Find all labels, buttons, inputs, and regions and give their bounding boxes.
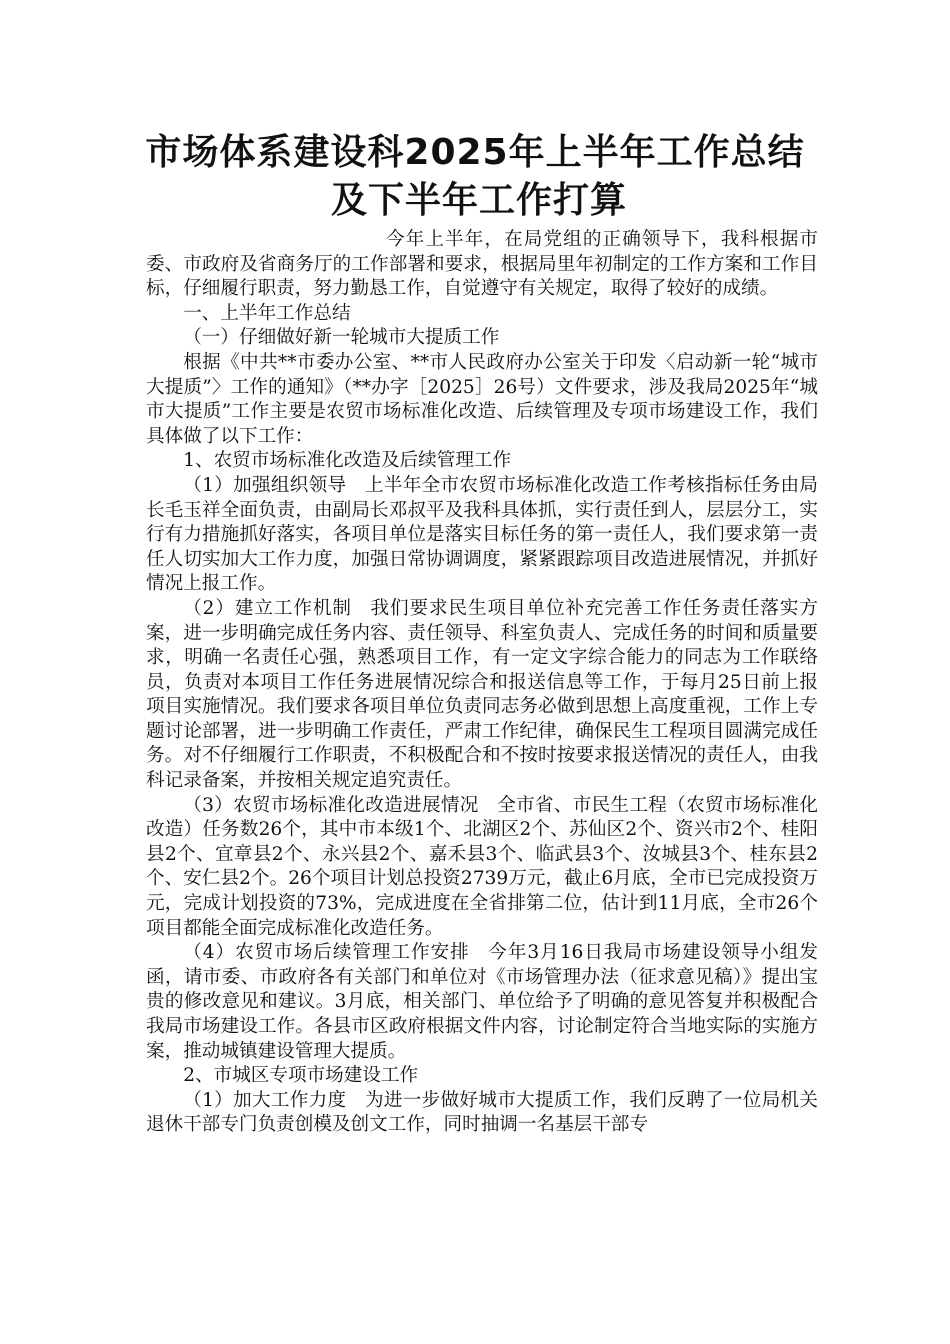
paragraph-text: 上半年全市农贸市场标准化改造工作考核指标任务由局长毛玉祥全面负责，由副局长邓叔平及我科具体抓，实行责任到人，层层分工，实行有力措施抓好落实，各项目单位是落实目标任务的第一责任人，我们要求第一责任人切实加大工作力度，加强日常协调调度，紧紧跟踪项目改造进展情况，并抓好情况上报工作。 — [146, 474, 818, 595]
paragraph-lead: （3）农贸市场标准化改造进展情况 — [183, 794, 479, 816]
document-title-line1: 市场体系建设科2025年上半年工作总结 — [145, 132, 805, 173]
paragraph-text: 全市省、市民生工程（农贸市场标准化改造）任务数26个，其中市本级1个、北湖区2个、苏仙区2个、资兴市2个、桂阳县2个、宜章县2个、永兴县2个、嘉禾县3个、临武县3个、汝城县3个、桂东县2个、安仁县2个。26个项目计划总投资2739万元，截止6月底，全市已完成投资万元，完成计划投资的73%，完成进度在全省排第二位，估计到11月底，全市26个项目都能全面完成标准化改造任务。 — [146, 794, 818, 939]
paragraph-lead: （1）加大工作力度 — [183, 1089, 347, 1111]
paragraph-organization — [146, 474, 818, 597]
subsection-paragraph-1: 根据《中共**市委办公室、**市人民政府办公室关于印发〈启动新一轮“城市大提质”〉工作的通知》（**办字［2025］26号）文件要求，涉及我局2025年“城市大提质”工作主要是农贸市场标准化改造、后续管理及专项市场建设工作，我们具体做了以下工作： — [146, 351, 818, 447]
paragraph-mechanism — [146, 597, 818, 794]
document-title-line2: 及下半年工作打算 — [330, 180, 627, 221]
paragraph-lead: （4）农贸市场后续管理工作安排 — [183, 942, 470, 964]
subsection-heading-1: （一）仔细做好新一轮城市大提质工作 — [183, 327, 500, 349]
paragraph-text: 我们要求民生项目单位补充完善工作任务责任落实方案，进一步明确完成任务内容、责任领导、科室负责人、完成任务的时间和质量要求，明确一名责任心强，熟悉项目工作，有一定文字综合能力的同志为工作联络员，负责对本项目工作任务进展情况综合和报送信息等工作，于每月25日前上报项目实施情况。我们要求各项目单位负责同志务必做到思想上高度重视，工作上专题讨论部署，进一步明确工作责任，严肃工作纪律，确保民生工程项目圆满完成任务。对不仔细履行工作职责，不积极配合和不按时按要求报送情况的责任人，由我科记录备案，并按相关规定追究责任。 — [146, 597, 818, 792]
intro-paragraph: 今年上半年，在局党组的正确领导下，我科根据市委、市政府及省商务厅的工作部署和要求，根据局里年初制定的工作方案和工作目标，仔细履行职责，努力勤恳工作，自觉遵守有关规定，取得了较好的成绩。 — [146, 229, 818, 300]
item-heading-2: 2、市城区专项市场建设工作 — [183, 1065, 419, 1087]
paragraph-text: 今年3月16日我局市场建设领导小组发函，请市委、市政府各有关部门和单位对《市场管理办法（征求意见稿）》提出宝贵的修改意见和建议。3月底，相关部门、单位给予了明确的意见答复并积极配合我局市场建设工作。各县市区政府根据文件内容，讨论制定符合当地实际的实施方案，推动城镇建设管理大提质。 — [146, 942, 818, 1062]
item-heading-1: 1、农贸市场标准化改造及后续管理工作 — [183, 450, 512, 472]
document-body — [146, 228, 818, 1138]
paragraph-effort — [146, 1089, 818, 1138]
paragraph-lead: （1）加强组织领导 — [183, 474, 347, 496]
paragraph-followup — [146, 941, 818, 1064]
paragraph-lead: （2）建立工作机制 — [183, 597, 352, 619]
section-heading-1: 一、上半年工作总结 — [183, 302, 351, 324]
paragraph-text: 为进一步做好城市大提质工作，我们反聘了一位局机关退休干部专门负责创模及创文工作，同时抽调一名基层干部专 — [146, 1089, 818, 1136]
paragraph-progress — [146, 794, 818, 942]
